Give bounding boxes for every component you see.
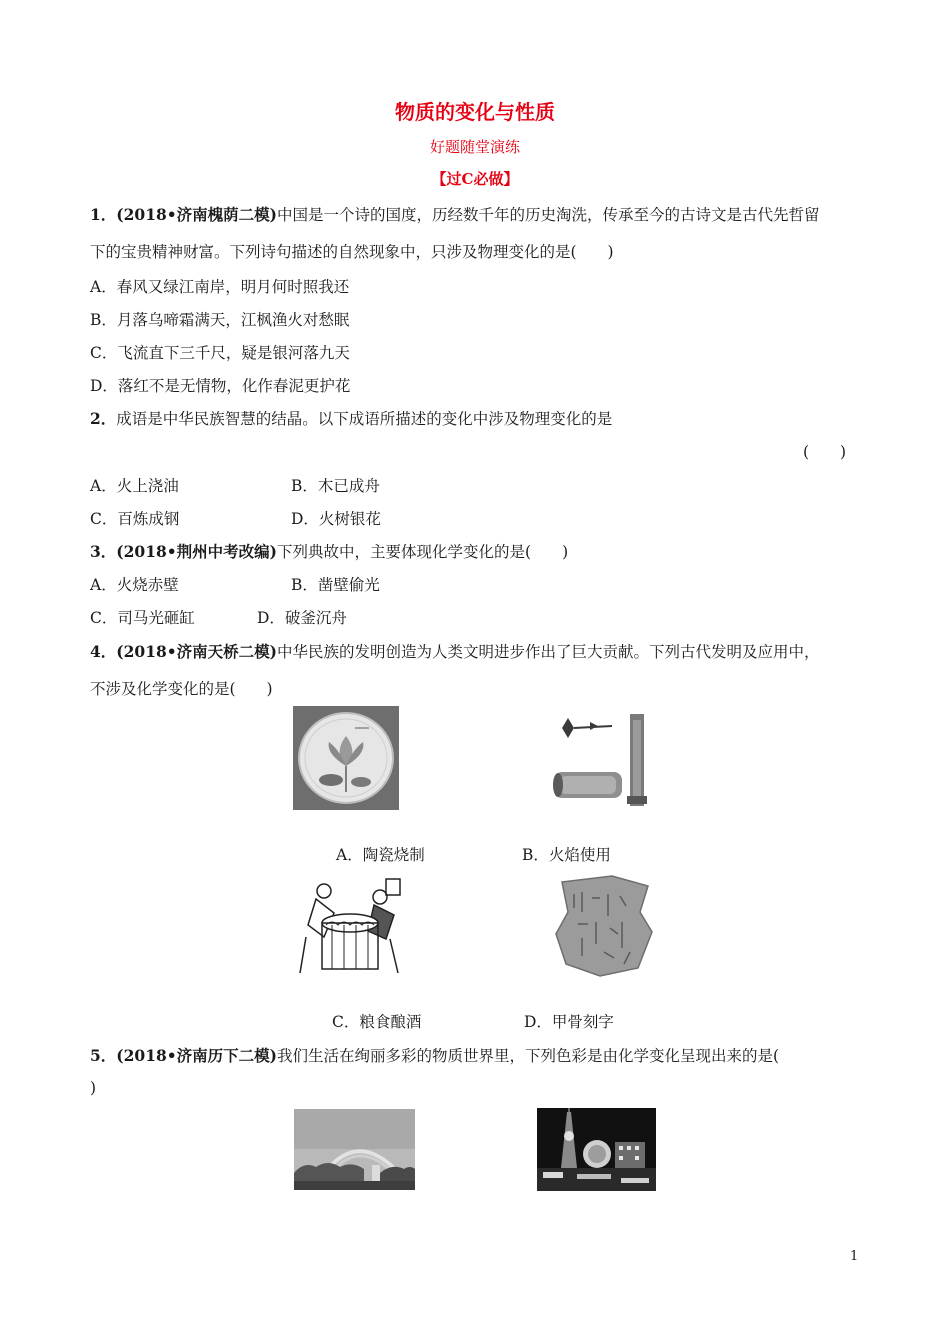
q4-caption-d: D．甲骨刻字 <box>524 1013 614 1031</box>
q4-caption-c: C．粮食酿酒 <box>332 1013 422 1031</box>
q2-option-c: C．百炼成钢 <box>90 510 180 528</box>
q1-number: 1． <box>90 205 117 224</box>
q4-caption-a: A．陶瓷烧制 <box>336 846 425 864</box>
q2-option-d: D．火树银花 <box>291 510 381 528</box>
q4-source: (2018•济南天桥二模) <box>116 642 278 661</box>
q1-line1: 中国是一个诗的国度，历经数千年的历史淘洗，传承至今的古诗文是古代先哲留 <box>277 206 820 224</box>
page-title: 物质的变化与性质 <box>395 100 555 124</box>
q1-option-c: C．飞流直下三千尺，疑是银河落九天 <box>90 344 350 362</box>
q4-line2: 不涉及化学变化的是( ) <box>90 680 273 698</box>
section-tag: 【过C必做】 <box>431 170 519 188</box>
q5-source: (2018•济南历下二模) <box>116 1046 278 1065</box>
q2-option-a: A．火上浇油 <box>90 477 179 495</box>
question-4 <box>90 640 820 662</box>
q5-line1: 我们生活在绚丽多彩的物质世界里，下列色彩是由化学变化呈现出来的是( <box>277 1047 780 1065</box>
page-number: 1 <box>850 1249 859 1264</box>
q1-line2: 下的宝贵精神财富。下列诗句描述的自然现象中，只涉及物理变化的是( ) <box>90 243 614 261</box>
q3-option-a: A．火烧赤壁 <box>90 576 179 594</box>
ceramic-plate-image <box>293 706 399 810</box>
question-2 <box>90 407 612 429</box>
night-lights-image <box>537 1108 656 1191</box>
q3-source: (2018•荆州中考改编) <box>116 542 278 561</box>
q1-option-b: B．月落乌啼霜满天，江枫渔火对愁眠 <box>90 311 350 329</box>
q2-text: 成语是中华民族智慧的结晶。以下成语所描述的变化中涉及物理变化的是 <box>116 410 613 428</box>
q3-option-d: D．破釜沉舟 <box>257 609 347 627</box>
question-3 <box>90 540 568 562</box>
q4-line1: 中华民族的发明创造为人类文明进步作出了巨大贡献。下列古代发明及应用中， <box>277 643 820 661</box>
q2-answer-bracket: ( ) <box>803 443 847 461</box>
q3-number: 3． <box>90 542 117 561</box>
q3-option-c: C．司马光砸缸 <box>90 609 195 627</box>
question-5 <box>90 1044 779 1066</box>
grain-brewing-image <box>294 877 406 979</box>
rainbow-image <box>294 1109 415 1190</box>
q1-option-d: D．落红不是无情物，化作春泥更护花 <box>90 377 351 395</box>
q5-line2: ) <box>90 1079 97 1097</box>
q1-option-a: A．春风又绿江南岸，明月何时照我还 <box>90 278 350 296</box>
fire-weapons-image <box>550 710 660 810</box>
q1-source: (2018•济南槐荫二模) <box>116 205 278 224</box>
q3-option-b: B．凿壁偷光 <box>291 576 380 594</box>
question-1 <box>90 203 820 225</box>
q2-option-b: B．木已成舟 <box>291 477 380 495</box>
oracle-bone-image <box>552 872 657 982</box>
q4-number: 4． <box>90 642 117 661</box>
q5-number: 5． <box>90 1046 117 1065</box>
q2-number: 2． <box>90 409 117 428</box>
q4-caption-b: B．火焰使用 <box>522 846 611 864</box>
page-subtitle: 好题随堂演练 <box>429 138 520 156</box>
q3-text: 下列典故中，主要体现化学变化的是( ) <box>277 543 569 561</box>
